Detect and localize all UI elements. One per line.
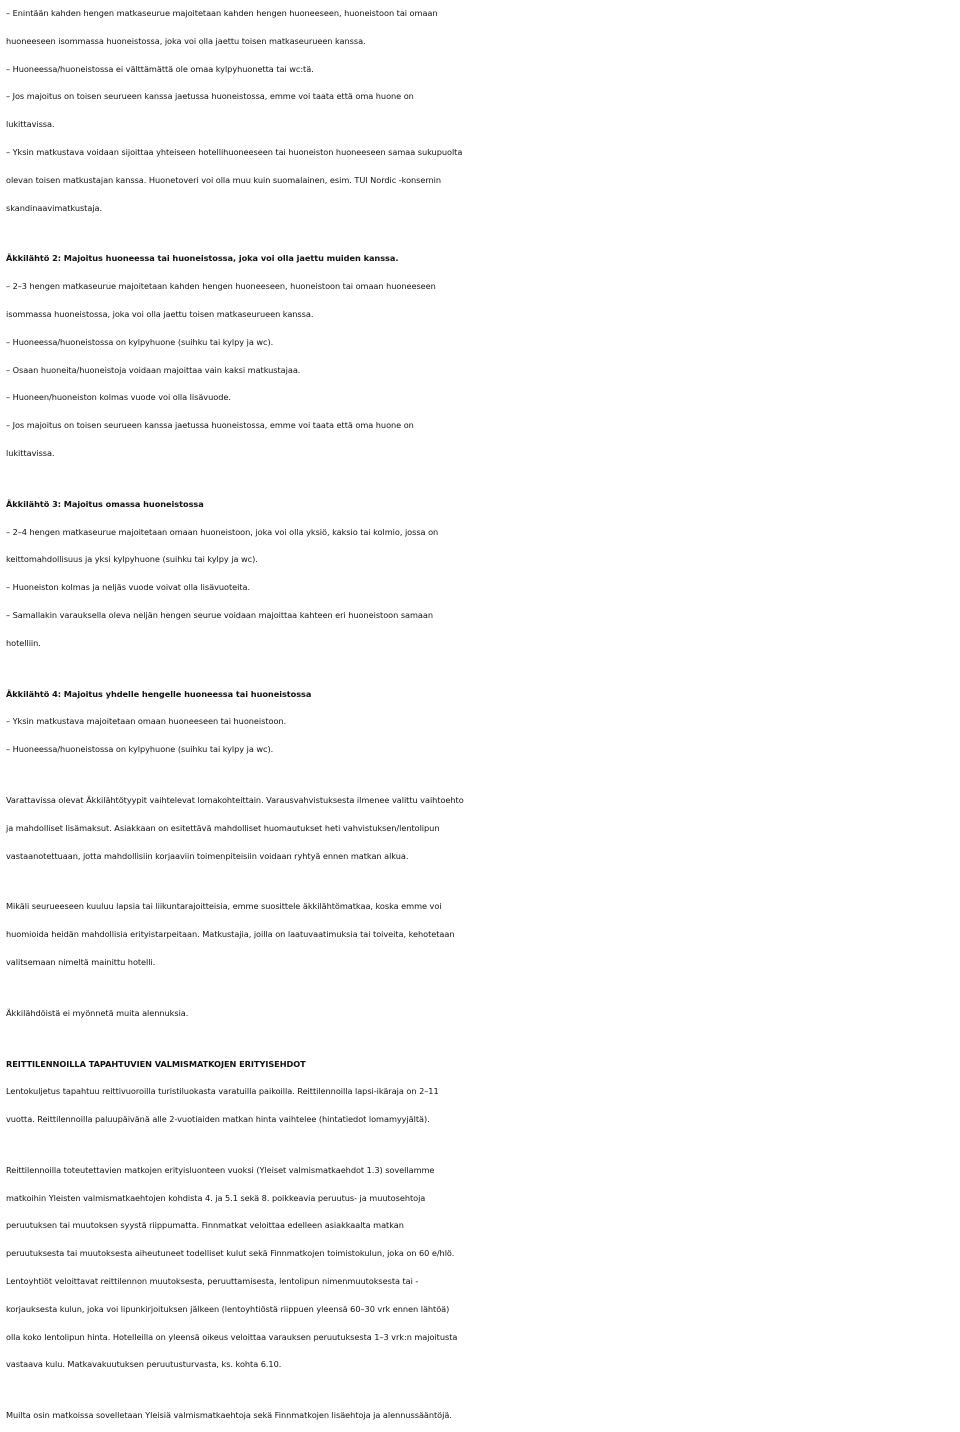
- section-akkilahto-4: [6, 681, 960, 764]
- spacer: [6, 222, 960, 245]
- text-line: – Huoneessa/huoneistossa ei välttämättä ole omaa kylpyhuonetta tai wc:tä.: [6, 63, 314, 74]
- cancellation-paragraph: [6, 1157, 960, 1379]
- intro-conditions: [6, 0, 960, 222]
- text-line: olevan toisen matkustajan kanssa. Huonetoveri voi olla muu kuin suomalainen, esim. TUI Nordic -konsernin: [6, 174, 442, 185]
- children-paragraph: [6, 893, 960, 976]
- text-line: – Jos majoitus on toisen seurueen kanssa jaetussa huoneistossa, emme voi taata että oma huone on: [6, 420, 414, 431]
- section-heading: Äkkilähtö 2: Majoitus huoneessa tai huoneistossa, joka voi olla jaettu muiden kanssa.: [6, 253, 399, 264]
- text-line: – Jos majoitus on toisen seurueen kanssa jaetussa huoneistossa, emme voi taata että oma huone on: [6, 91, 414, 102]
- text-line: isommassa huoneistossa, joka voi olla jaettu toisen matkaseurueen kanssa.: [6, 308, 314, 319]
- text-line: – Osaan huoneita/huoneistoja voidaan majoittaa vain kaksi matkustajaa.: [6, 364, 301, 375]
- text-line: lukittavissa.: [6, 119, 55, 130]
- text-line: lukittavissa.: [6, 447, 55, 458]
- spacer: [6, 658, 960, 681]
- text-line: Muilta osin matkoissa sovelletaan Yleisiä valmismatkaehtoja sekä Finnmatkojen lisäehtoja ja alennussääntöjä.: [6, 1410, 452, 1421]
- text-line: valitsemaan nimeltä mainittu hotelli.: [6, 956, 156, 967]
- text-line: – Enintään kahden hengen matkaseurue majoitetaan kahden hengen huoneeseen, huoneistoon tai omaan: [6, 8, 438, 18]
- spacer: [6, 468, 960, 491]
- text-line: olla koko lentolipun hinta. Hotelleilla on yleensä oikeus veloittaa varauksen peruutuksesta 1–3 vrk:n majoitusta: [6, 1331, 458, 1342]
- scheduled-flights-section: [6, 1051, 960, 1134]
- spacer: [6, 977, 960, 1000]
- text-line: Lentoyhtiöt veloittavat reittilennon muutoksesta, peruuttamisesta, lentolipun nimenmuutoksesta tai -: [6, 1276, 419, 1287]
- section-heading: Äkkilähtö 3: Majoitus omassa huoneistossa: [6, 498, 204, 509]
- text-line: – Samallakin varauksella oleva neljän hengen seurue voidaan majoittaa kahteen eri huoneistoon samaan: [6, 609, 434, 620]
- text-line: – Huoneessa/huoneistossa on kylpyhuone (suihku tai kylpy ja wc).: [6, 336, 274, 347]
- text-line: Varattavissa olevat Äkkilähtötyypit vaihtelevat lomakohteittain. Varausvahvistuksesta ilmenee valittu vaihtoehto: [6, 794, 464, 805]
- text-line: hotelliin.: [6, 637, 41, 648]
- text-line: – Yksin matkustava voidaan sijoittaa yhteiseen hotellihuoneeseen tai huoneiston huoneeseen samaa sukupuolta: [6, 146, 463, 157]
- text-line: – 2–3 hengen matkaseurue majoitetaan kahden hengen huoneeseen, huoneistoon tai omaan huoneeseen: [6, 281, 436, 292]
- text-line: vuotta. Reittilennoilla paluupäivänä alle 2-vuotiaiden matkan hinta vaihtelee (hintatiedot lomamyyjältä).: [6, 1114, 430, 1125]
- discounts-paragraph: [6, 1000, 960, 1028]
- spacer: [6, 1134, 960, 1157]
- text-line: vastaava kulu. Matkavakuutuksen peruutusturvasta, ks. kohta 6.10.: [6, 1359, 282, 1370]
- spacer: [6, 1379, 960, 1402]
- section-akkilahto-3: [6, 491, 960, 658]
- text-line: – Huoneessa/huoneistossa on kylpyhuone (suihku tai kylpy ja wc).: [6, 744, 274, 755]
- spacer: [6, 870, 960, 893]
- text-line: vastaanotettuaan, jotta mahdollisiin korjaaviin toimenpiteisiin voidaan ryhtyä ennen matkan alkua.: [6, 850, 409, 861]
- text-line: keittomahdollisuus ja yksi kylpyhuone (suihku tai kylpy ja wc).: [6, 554, 258, 565]
- section-akkilahto-2: [6, 245, 960, 467]
- other-terms-paragraph: [6, 1402, 960, 1430]
- text-line: Reittilennoilla toteutettavien matkojen erityisluonteen vuoksi (Yleiset valmismatkaehdot 1.3) sovellamme: [6, 1164, 435, 1175]
- text-line: skandinaavimatkustaja.: [6, 202, 103, 213]
- text-line: – Huoneiston kolmas ja neljäs vuode voivat olla lisävuoteita.: [6, 582, 251, 593]
- text-line: huoneeseen isommassa huoneistossa, joka voi olla jaettu toisen matkaseurueen kanssa.: [6, 35, 366, 46]
- text-line: peruutuksen tai muutoksen syystä riippumatta. Finnmatkat veloittaa edelleen asiakkaalta matkan: [6, 1220, 404, 1231]
- text-line: korjauksesta kulun, joka voi lipunkirjoituksen jälkeen (lentoyhtiöstä riippuen yleensä 60–30 vrk ennen lähtöä): [6, 1303, 450, 1314]
- text-line: huomioida heidän mahdollisia erityistarpeitaan. Matkustajia, joilla on laatuvaatimuksia tai toiveita, kehotetaan: [6, 929, 455, 940]
- text-line: Äkkilähdöistä ei myönnetä muita alennuksia.: [6, 1007, 189, 1018]
- availability-paragraph: [6, 787, 960, 870]
- text-line: ja mahdolliset lisämaksut. Asiakkaan on esitettävä mahdolliset huomautukset heti vahvistuksen/lentolipun: [6, 822, 440, 833]
- text-line: peruutuksesta tai muutoksesta aiheutuneet todelliset kulut sekä Finnmatkojen toimistokulun, joka on 60 e/hlö.: [6, 1248, 455, 1259]
- spacer: [6, 1028, 960, 1051]
- text-line: Lentokuljetus tapahtuu reittivuoroilla turistiluokasta varatuilla paikoilla. Reittilennoilla lapsi-ikäraja on 2–11: [6, 1086, 439, 1097]
- text-line: matkoihin Yleisten valmismatkaehtojen kohdista 4. ja 5.1 sekä 8. poikkeavia peruutus- ja muutosehtoja: [6, 1192, 426, 1203]
- text-line: Mikäli seurueeseen kuuluu lapsia tai liikuntarajoitteisia, emme suosittele äkkilähtömatkaa, koska emme voi: [6, 901, 442, 912]
- text-line: – Huoneen/huoneiston kolmas vuode voi olla lisävuode.: [6, 392, 231, 403]
- text-line: – Yksin matkustava majoitetaan omaan huoneeseen tai huoneistoon.: [6, 716, 287, 727]
- section-heading: Äkkilähtö 4: Majoitus yhdelle hengelle huoneessa tai huoneistossa: [6, 688, 312, 699]
- text-line: – 2–4 hengen matkaseurue majoitetaan omaan huoneistoon, joka voi olla yksiö, kaksio tai kolmio, jossa on: [6, 526, 439, 537]
- spacer: [6, 764, 960, 787]
- section-heading: REITTILENNOILLA TAPAHTUVIEN VALMISMATKOJEN ERITYISEHDOT: [6, 1058, 306, 1069]
